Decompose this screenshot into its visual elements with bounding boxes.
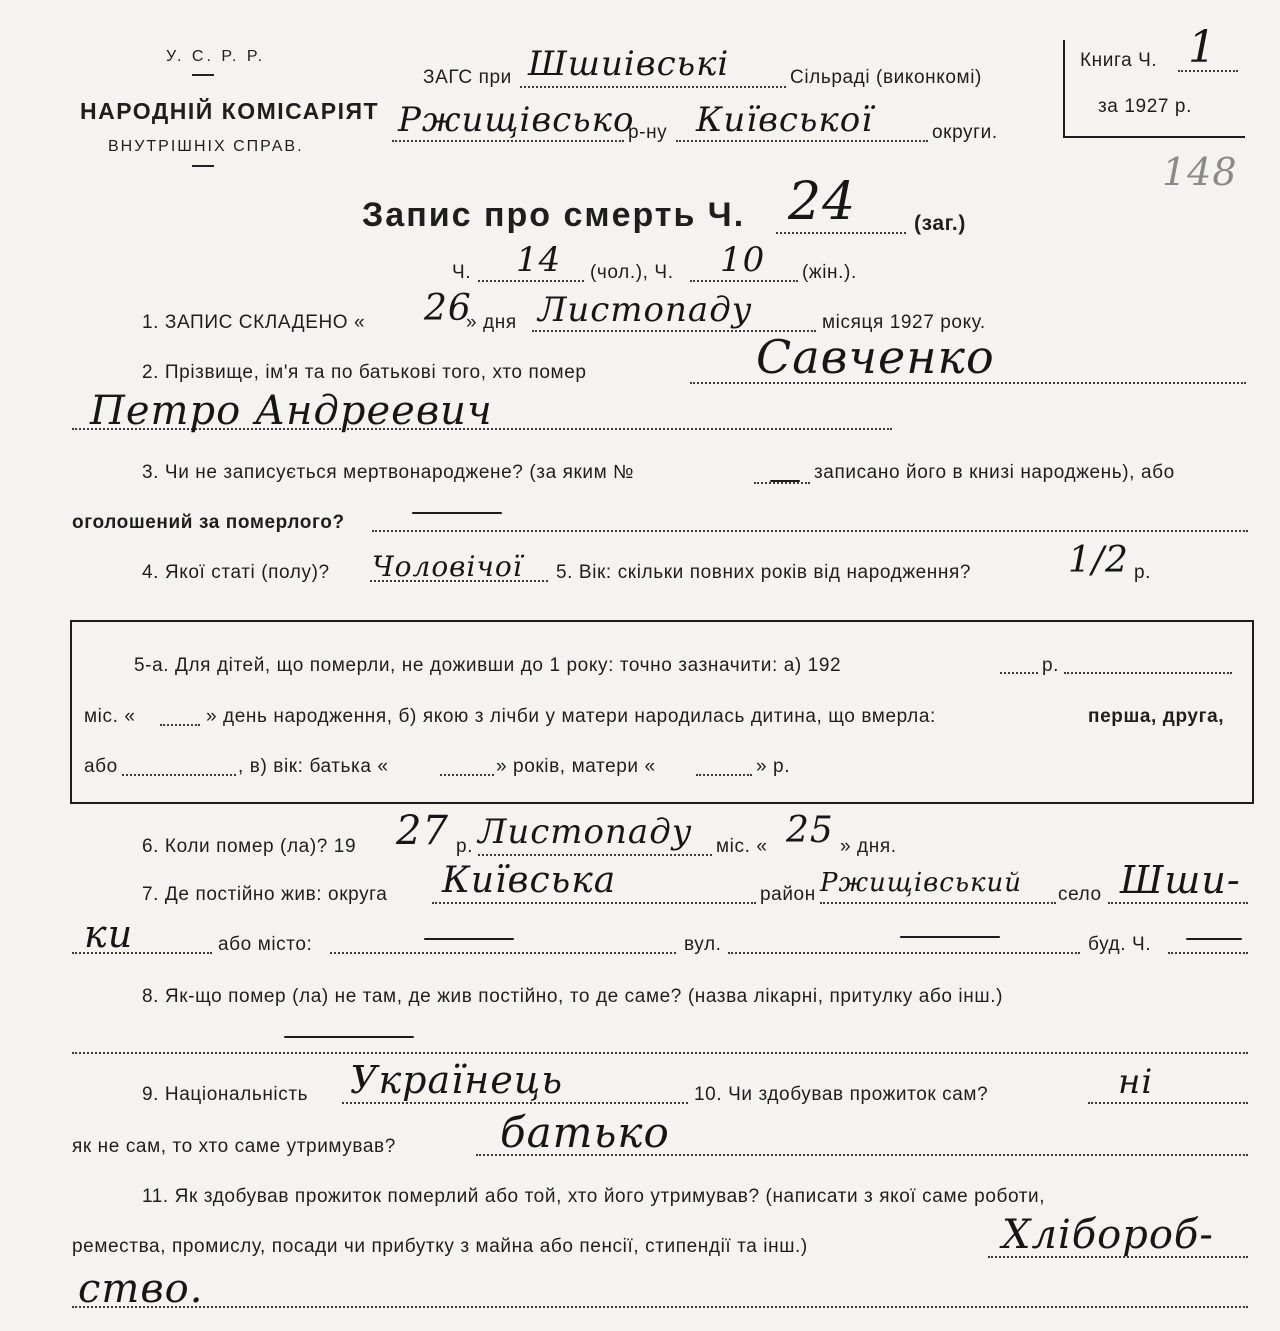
chol-label: (чол.), Ч. [590,262,674,283]
item2-label: 2. Прізвище, ім'я та по батькові того, хто помер [142,362,587,383]
item5a-father: , в) вік: батька « [238,756,389,777]
item10-who-label: як не сам, то хто саме утримував? [72,1136,396,1157]
council-label: Сільраді (виконкомі) [790,67,982,88]
male-line [478,280,584,282]
item7-street: вул. [684,934,722,955]
declared-dash [412,512,502,514]
record-day-handwritten: 26 [424,288,472,329]
item3-text: записано його в книзі народжень), або [814,462,1175,483]
female-count-handwritten: 10 [720,240,766,280]
mother-age-line [696,774,752,776]
infant-order-line [122,774,236,776]
village-handwritten: Шшиівські [528,44,730,84]
item6-month-label: міс. « [716,836,768,857]
infant-year-line [1000,672,1038,674]
item10-label: 10. Чи здобував прожиток сам? [694,1084,989,1105]
self-support-line [1088,1102,1248,1104]
residence-city-line [330,952,676,954]
death-place-line [72,1052,1248,1054]
occupation-line-2 [72,1306,1248,1308]
ussr-label: У. С. Р. Р. [166,48,266,65]
internal-affairs-label: ВНУТРІШНІХ СПРАВ. [108,138,304,155]
item8-label: 8. Як-що помер (ла) не там, де жив постійно, то де саме? (назва лікарні, притулку або інш.) [142,986,1003,1007]
okrug-line [676,140,928,142]
item7-label: 7. Де постійно жив: округа [142,884,388,905]
death-place-dash [284,1036,414,1038]
item4-label: 4. Якої статі (полу)? [142,562,330,583]
margin-number-handwritten: 148 [1162,150,1238,194]
item1-year: місяця 1927 року. [822,312,986,333]
book-label: Книга Ч. [1080,50,1158,71]
nationality-handwritten: Українець [350,1058,564,1102]
item5a-month: міс. « [84,706,136,727]
record-number-line [776,232,906,234]
item5a-or: або [84,756,118,777]
item5a-end: » р. [756,756,791,777]
zag-label: (заг.) [914,212,966,235]
city-dash [424,938,514,940]
okrug-handwritten: Київської [696,100,874,140]
district-handwritten: Ржищівсько [398,100,635,140]
item11-label: 11. Як здобував прожиток померлий або той, хто його утримував? (написати з якої саме роботи, [142,1186,1046,1207]
residence-selo-line [1108,902,1248,904]
infant-month-line [160,724,200,726]
residence-selo2-handwritten: ки [84,912,134,956]
age-handwritten: 1/2 [1068,540,1129,581]
item1-label: 1. ЗАПИС СКЛАДЕНО « [142,312,366,333]
residence-selo-handwritten: Шши- [1120,858,1241,902]
declared-line [372,530,1248,532]
item6-label: 6. Коли помер (ла)? 19 [142,836,357,857]
house-dash [1186,938,1242,940]
book-number-handwritten: 1 [1188,22,1217,73]
item5a-line1-r: р. [1042,655,1060,676]
item5a-line2: » день народження, б) якою з лічби у матери народилась дитина, що вмерла: [206,706,936,727]
female-line [690,280,798,282]
surname-handwritten: Савченко [756,330,995,384]
village-line [520,86,786,88]
item6-day-label: » дня. [840,836,897,857]
item1-dnya: » дня [466,312,517,333]
residence-rayon-line [820,902,1056,904]
death-day-handwritten: 25 [786,810,834,851]
residence-rayon-handwritten: Ржищівський [820,868,1023,898]
death-year-handwritten: 27 [396,808,449,854]
name-handwritten: Петро Андреевич [90,388,493,434]
item3-declared: оголошений за померлого? [72,512,345,533]
header-divider [192,74,214,76]
zags-prefix: ЗАГС при [423,67,512,88]
item5a-order: перша, друга, [1088,706,1225,727]
record-month-handwritten: Листопаду [538,290,753,330]
item9-label: 9. Національність [142,1084,309,1105]
residence-okrug-line [432,902,756,904]
self-support-handwritten: ні [1118,1062,1154,1102]
occupation-handwritten: Хлібороб- [1002,1212,1214,1258]
rnu-label: р-ну [628,122,668,143]
occupation2-handwritten: ство. [78,1266,204,1312]
residence-house-line [1168,952,1248,954]
residence-street-line [728,952,1080,954]
supporter-handwritten: батько [500,1108,670,1157]
sex-handwritten: Чоловічої [372,550,523,583]
death-month-handwritten: Листопаду [478,812,693,852]
header-divider-2 [192,165,214,167]
item5a-mother: » років, матери « [496,756,656,777]
death-month-line [478,854,712,856]
infant-year-line-2 [1064,672,1232,674]
item6-year-suffix: р. [456,836,474,857]
record-number-handwritten: 24 [788,172,857,232]
age-unit: р. [1134,562,1152,583]
item11-label-2: ремества, промислу, посади чи прибутку з майна або пенсії, стипендії та інш.) [72,1236,808,1257]
residence-okrug-handwritten: Київська [442,860,617,901]
item5-label: 5. Вік: скільки повних років від народження? [556,562,972,583]
year-label: за 1927 р. [1098,96,1192,117]
stillborn-dash [770,480,800,482]
ch-label: Ч. [452,262,472,283]
okrug-label: округи. [932,122,998,143]
stillborn-number-line [754,482,810,484]
item5a-line1: 5-а. Для дітей, що померли, не доживши до 1 року: точно зазначити: а) 192 [134,655,842,676]
item7-city: або місто: [218,934,313,955]
nationality-line [342,1102,688,1104]
page-title: Запис про смерть Ч. [362,196,746,234]
commissariat-label: НАРОДНІЙ КОМІСАРІЯТ [80,98,380,124]
zhin-label: (жін.). [802,262,857,283]
district-line [392,140,624,142]
item7-house: буд. Ч. [1088,934,1152,955]
street-dash [900,936,1000,938]
male-count-handwritten: 14 [516,240,562,280]
item7-rayon: район [760,884,816,905]
father-age-line [440,774,494,776]
item3-label: 3. Чи не записується мертвонароджене? (за яким № [142,462,635,483]
item7-selo: село [1058,884,1102,905]
